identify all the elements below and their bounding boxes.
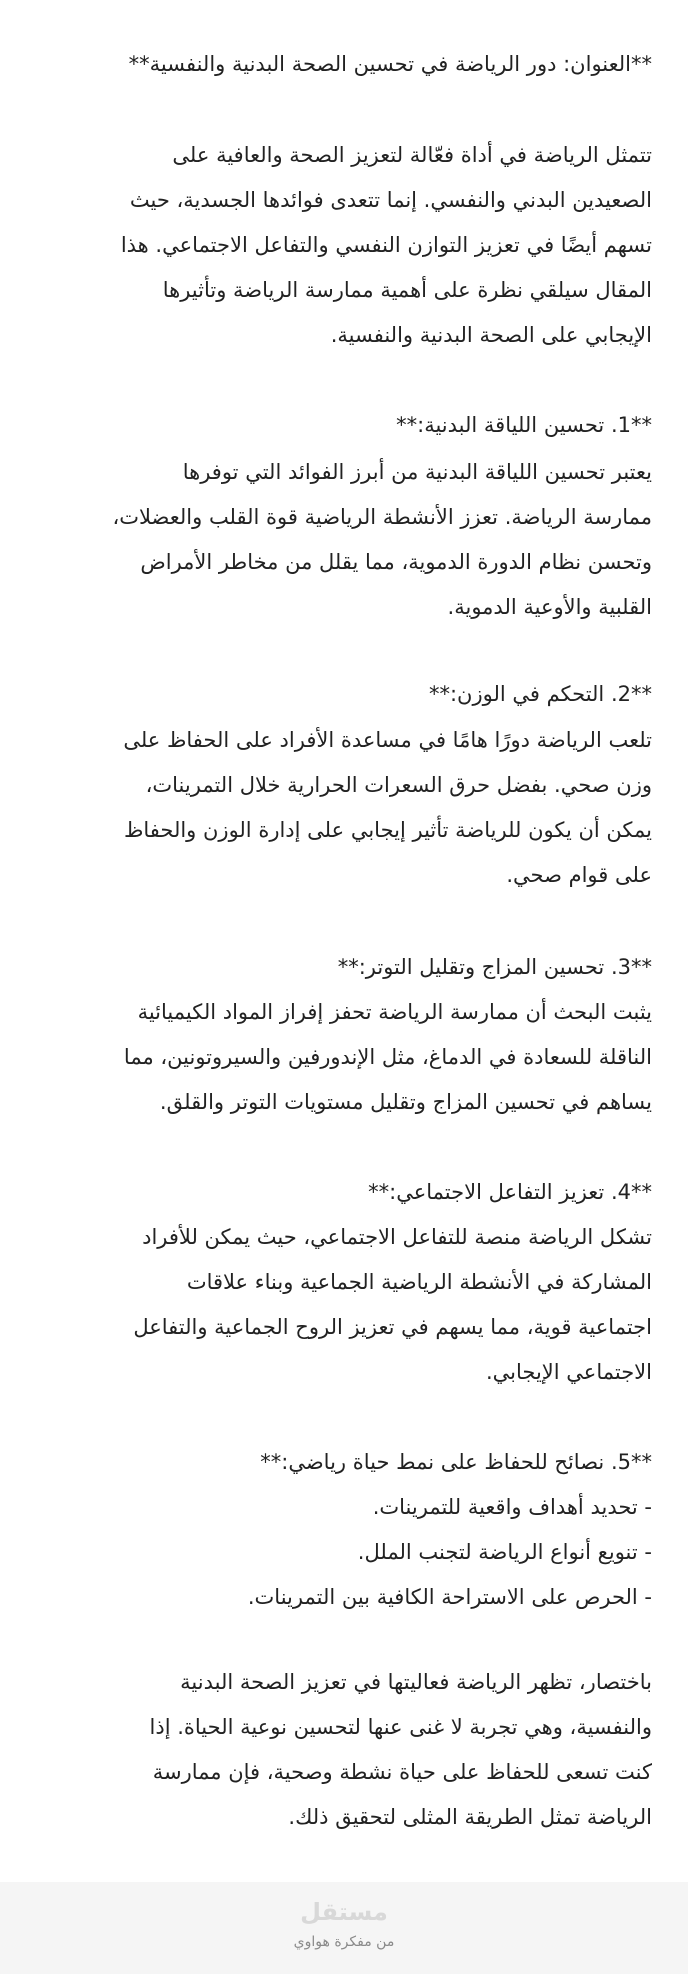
- conclusion-line: باختصار، تظهر الرياضة فعاليتها في تعزيز الصحة البدنية: [180, 1670, 652, 1694]
- tip-list-item: - تحديد أهداف واقعية للتمرينات.: [372, 1495, 652, 1519]
- section-heading: **2. التحكم في الوزن:**: [428, 682, 652, 706]
- intro-line: تتمثل الرياضة في أداة فعّالة لتعزيز الصحة والعافية على: [172, 143, 652, 167]
- tip-list-item: - الحرص على الاستراحة الكافية بين التمرينات.: [247, 1585, 652, 1609]
- section-line: على قوام صحي.: [506, 863, 652, 887]
- article-title: **العنوان: دور الرياضة في تحسين الصحة البدنية والنفسية**: [128, 52, 652, 76]
- section-heading: **3. تحسين المزاج وتقليل التوتر:**: [337, 955, 652, 979]
- section-line: تشكل الرياضة منصة للتفاعل الاجتماعي، حيث يمكن للأفراد: [142, 1225, 652, 1249]
- section-heading: **1. تحسين اللياقة البدنية:**: [396, 413, 652, 437]
- conclusion-line: الرياضة تمثل الطريقة المثلى لتحقيق ذلك.: [288, 1805, 652, 1829]
- section-line: ممارسة الرياضة. تعزز الأنشطة الرياضية قوة القلب والعضلات،: [112, 505, 652, 529]
- section-line: الناقلة للسعادة في الدماغ، مثل الإندورفين والسيروتونين، مما: [123, 1045, 652, 1069]
- tip-list-item: - تنويع أنواع الرياضة لتجنب الملل.: [357, 1540, 652, 1564]
- footer-credit: من مفكرة هواوي: [293, 1934, 395, 1950]
- section-line: تلعب الرياضة دورًا هامًا في مساعدة الأفراد على الحفاظ على: [123, 728, 652, 752]
- footer: [0, 1882, 688, 1974]
- section-line: وزن صحي. بفضل حرق السعرات الحرارية خلال التمرينات،: [145, 773, 652, 797]
- section-line: يعتبر تحسين اللياقة البدنية من أبرز الفوائد التي توفرها: [182, 460, 652, 484]
- intro-line: المقال سيلقي نظرة على أهمية ممارسة الرياضة وتأثيرها: [162, 278, 652, 302]
- section-line: الاجتماعي الإيجابي.: [485, 1360, 652, 1384]
- section-line: اجتماعية قوية، مما يسهم في تعزيز الروح الجماعية والتفاعل: [133, 1315, 652, 1339]
- conclusion-line: كنت تسعى للحفاظ على حياة نشطة وصحية، فإن ممارسة: [152, 1760, 652, 1784]
- section-line: يساهم في تحسين المزاج وتقليل مستويات التوتر والقلق.: [159, 1090, 652, 1114]
- section-line: يثبت البحث أن ممارسة الرياضة تحفز إفراز المواد الكيميائية: [137, 1000, 652, 1024]
- section-line: وتحسن نظام الدورة الدموية، مما يقلل من مخاطر الأمراض: [140, 550, 652, 574]
- footer-logo: مستقل: [300, 1898, 388, 1926]
- intro-line: الإيجابي على الصحة البدنية والنفسية.: [330, 323, 652, 347]
- section-line: يمكن أن يكون للرياضة تأثير إيجابي على إدارة الوزن والحفاظ: [123, 818, 652, 842]
- conclusion-line: والنفسية، وهي تجربة لا غنى عنها لتحسين نوعية الحياة. إذا: [149, 1715, 652, 1739]
- section-heading: **5. نصائح للحفاظ على نمط حياة رياضي:**: [260, 1450, 652, 1474]
- intro-line: الصعيدين البدني والنفسي. إنما تتعدى فوائدها الجسدية، حيث: [129, 188, 652, 212]
- section-line: المشاركة في الأنشطة الرياضية الجماعية وبناء علاقات: [186, 1270, 652, 1294]
- section-heading: **4. تعزيز التفاعل الاجتماعي:**: [368, 1180, 652, 1204]
- intro-line: تسهم أيضًا في تعزيز التوازن النفسي والتفاعل الاجتماعي. هذا: [120, 233, 652, 257]
- section-line: القلبية والأوعية الدموية.: [447, 595, 652, 619]
